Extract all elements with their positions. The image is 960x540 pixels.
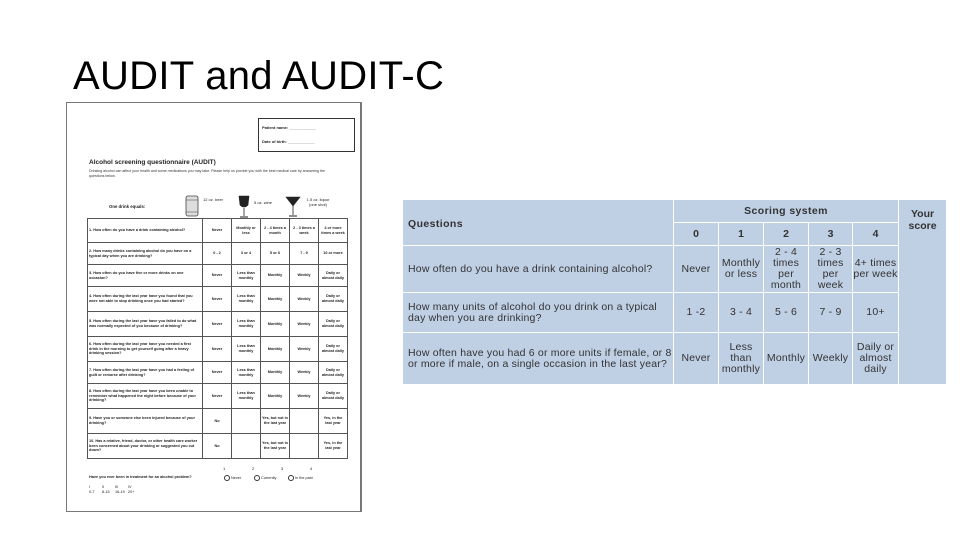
score-cell xyxy=(348,287,356,312)
answer-cell: Weekly xyxy=(290,337,319,362)
treatment-option-never[interactable] xyxy=(224,475,241,481)
answer-cell: Less than monthly xyxy=(232,362,261,384)
table-row xyxy=(403,246,947,293)
zone-legend xyxy=(89,485,141,495)
one-drink-label: One drink equals: xyxy=(109,204,146,209)
answer-cell: 3 - 4 xyxy=(719,293,764,333)
answer-cell: Weekly xyxy=(809,333,853,385)
table-row xyxy=(88,312,356,337)
answer-cell: Never xyxy=(203,362,232,384)
slide-title: AUDIT and AUDIT-C xyxy=(73,54,445,98)
answer-cell: 7 - 9 xyxy=(809,293,853,333)
question-text: 6. How often during the last year have you needed a first drink in the morning to get yourself going after a heavy drinking session? xyxy=(88,337,203,362)
score-number: 1 xyxy=(223,466,226,471)
answer-cell: Monthly xyxy=(261,384,290,409)
zone-range: 8-15 xyxy=(102,490,110,494)
liquor-label: 1.5 oz. liquor (one shot) xyxy=(306,197,330,207)
answer-cell: Yes, in the last year xyxy=(319,409,348,434)
answer-cell: Less than monthly xyxy=(232,265,261,287)
answer-cell: Less than monthly xyxy=(232,384,261,409)
points-header: 0 xyxy=(674,223,719,246)
form-title: Alcohol screening questionnaire (AUDIT) xyxy=(89,159,216,166)
score-cell xyxy=(348,265,356,287)
question-text: How often have you had 6 or more units if female, or 8 or more if male, on a single occasion in the last year? xyxy=(403,333,674,385)
patient-name-label: Patient name: ____________ xyxy=(262,125,317,130)
answer-cell: Weekly xyxy=(290,287,319,312)
table-row xyxy=(88,409,356,434)
table-row xyxy=(88,384,356,409)
answer-cell: 1 -2 xyxy=(674,293,719,333)
table-row xyxy=(403,333,947,385)
zone-range: 16-19 xyxy=(115,490,125,494)
dob-label: Date of birth: ____________ xyxy=(262,139,315,144)
treatment-option-currently[interactable] xyxy=(254,475,276,481)
radio-icon xyxy=(288,475,294,481)
wine-label: 5 oz. wine xyxy=(253,200,272,205)
points-header: 2 xyxy=(764,223,809,246)
answer-cell: 2 - 4 times per month xyxy=(764,246,809,293)
answer-cell: Weekly xyxy=(290,312,319,337)
treatment-question: Have you ever been in treatment for an alcohol problem? xyxy=(89,475,192,479)
zone-range: 20+ xyxy=(128,490,135,494)
answer-cell: 4 or more times a week xyxy=(319,219,348,243)
answer-cell: No xyxy=(203,434,232,459)
liquor-glass-icon xyxy=(285,195,301,219)
answer-cell: Daily or almost daily xyxy=(319,337,348,362)
answer-cell: Less than monthly xyxy=(232,287,261,312)
your-score-header: Your score xyxy=(899,200,947,385)
table-row xyxy=(88,434,356,459)
audit-form-image xyxy=(66,102,362,512)
table-row xyxy=(88,337,356,362)
answer-cell: 3 or 4 xyxy=(232,243,261,265)
points-header: 3 xyxy=(809,223,853,246)
score-cell xyxy=(348,434,356,459)
answer-cell: Less than monthly xyxy=(232,337,261,362)
beer-can-icon xyxy=(184,194,200,218)
answer-cell: Monthly xyxy=(261,265,290,287)
answer-cell: Monthly xyxy=(261,337,290,362)
questions-header: Questions xyxy=(403,200,674,246)
question-text: 2. How many drinks containing alcohol do you have on a typical day when you are drinking? xyxy=(88,243,203,265)
answer-cell: Daily or almost daily xyxy=(853,333,899,385)
answer-cell: Never xyxy=(674,246,719,293)
score-cell xyxy=(348,243,356,265)
scoring-system-header: Scoring system xyxy=(674,200,899,223)
zone-roman: I xyxy=(89,485,91,489)
patient-info-box xyxy=(258,118,355,152)
answer-cell: Yes, but not in the last year xyxy=(261,434,290,459)
answer-cell: Daily or almost daily xyxy=(319,265,348,287)
question-text: 9. Have you or someone else been injured because of your drinking? xyxy=(88,409,203,434)
answer-cell: 10 or more xyxy=(319,243,348,265)
answer-cell: Never xyxy=(203,312,232,337)
answer-cell xyxy=(290,409,319,434)
answer-cell: Never xyxy=(203,265,232,287)
answer-cell: No xyxy=(203,409,232,434)
score-cell xyxy=(348,384,356,409)
score-number: 3 xyxy=(281,466,284,471)
question-text: 1. How often do you have a drink containing alcohol? xyxy=(88,219,203,243)
answer-cell: Yes, in the last year xyxy=(319,434,348,459)
answer-cell: Monthly or less xyxy=(719,246,764,293)
answer-cell: Never xyxy=(674,333,719,385)
zone-roman: II xyxy=(102,485,105,489)
score-cell xyxy=(348,337,356,362)
answer-cell xyxy=(232,434,261,459)
answer-cell: Monthly xyxy=(261,362,290,384)
answer-cell: Weekly xyxy=(290,362,319,384)
question-text: 8. How often during the last year have you been unable to remember what happened the night before because of your drinking? xyxy=(88,384,203,409)
answer-cell: Never xyxy=(203,337,232,362)
answer-cell: Yes, but not in the last year xyxy=(261,409,290,434)
answer-cell: Weekly xyxy=(290,384,319,409)
beer-label: 12 oz. beer xyxy=(203,197,224,202)
answer-cell: Monthly or less xyxy=(232,219,261,243)
answer-cell: Daily or almost daily xyxy=(319,362,348,384)
score-cell xyxy=(348,219,356,243)
question-text: How often do you have a drink containing alcohol? xyxy=(403,246,674,293)
answer-cell: 7 - 9 xyxy=(290,243,319,265)
audit-c-table xyxy=(402,199,947,385)
answer-cell: Never xyxy=(203,219,232,243)
answer-cell: Daily or almost daily xyxy=(319,384,348,409)
question-text: 10. Has a relative, friend, doctor, or other health care worker been concerned about your drinking or suggested you cut down? xyxy=(88,434,203,459)
treatment-option-past[interactable] xyxy=(288,475,313,481)
answer-cell: Monthly xyxy=(764,333,809,385)
points-header: 4 xyxy=(853,223,899,246)
table-row xyxy=(88,287,356,312)
option-label: Never xyxy=(231,476,242,480)
table-row xyxy=(88,265,356,287)
table-row xyxy=(88,362,356,384)
answer-cell: Never xyxy=(203,384,232,409)
radio-icon xyxy=(254,475,260,481)
answer-cell: 2 - 3 times per week xyxy=(809,246,853,293)
radio-icon xyxy=(224,475,230,481)
answer-cell: 4+ times per week xyxy=(853,246,899,293)
answer-cell: Daily or almost daily xyxy=(319,312,348,337)
table-row xyxy=(403,293,947,333)
table-row xyxy=(88,219,356,243)
answer-cell xyxy=(232,409,261,434)
zone-range: 0-7 xyxy=(89,490,95,494)
option-label: In the past xyxy=(295,476,313,480)
answer-cell: 2 - 3 times a week xyxy=(290,219,319,243)
score-cell xyxy=(348,312,356,337)
question-text: 5. How often during the last year have you failed to do what was normally expected of you because of drinking? xyxy=(88,312,203,337)
answer-cell: Never xyxy=(203,287,232,312)
answer-cell: Weekly xyxy=(290,265,319,287)
answer-cell: 5 or 6 xyxy=(261,243,290,265)
table-row xyxy=(88,243,356,265)
form-intro: Drinking alcohol can affect your health and some medications you may take. Please help us provide you with the best medical care by answering the questions below. xyxy=(89,169,326,178)
answer-cell: Monthly xyxy=(261,312,290,337)
zone-roman: IV xyxy=(128,485,132,489)
answer-cell: 2 - 4 times a month xyxy=(261,219,290,243)
answer-cell: 5 - 6 xyxy=(764,293,809,333)
answer-cell: 0 - 2 xyxy=(203,243,232,265)
score-number: 4 xyxy=(310,466,313,471)
answer-cell: Less than monthly xyxy=(719,333,764,385)
question-text: How many units of alcohol do you drink on a typical day when you are drinking? xyxy=(403,293,674,333)
answer-cell: 10+ xyxy=(853,293,899,333)
answer-cell: Monthly xyxy=(261,287,290,312)
question-text: 7. How often during the last year have you had a feeling of guilt or remorse after drinking? xyxy=(88,362,203,384)
audit-questions-grid xyxy=(87,218,356,459)
answer-cell xyxy=(290,434,319,459)
option-label: Currently xyxy=(261,476,277,480)
points-header: 1 xyxy=(719,223,764,246)
answer-cell: Daily or almost daily xyxy=(319,287,348,312)
score-cell xyxy=(348,409,356,434)
score-number: 2 xyxy=(252,466,255,471)
zone-roman: III xyxy=(115,485,119,489)
question-text: 3. How often do you have five or more drinks on one occasion? xyxy=(88,265,203,287)
score-cell xyxy=(348,362,356,384)
question-text: 4. How often during the last year have you found that you were not able to stop drinking once you had started? xyxy=(88,287,203,312)
wine-glass-icon xyxy=(237,194,251,220)
answer-cell: Less than monthly xyxy=(232,312,261,337)
